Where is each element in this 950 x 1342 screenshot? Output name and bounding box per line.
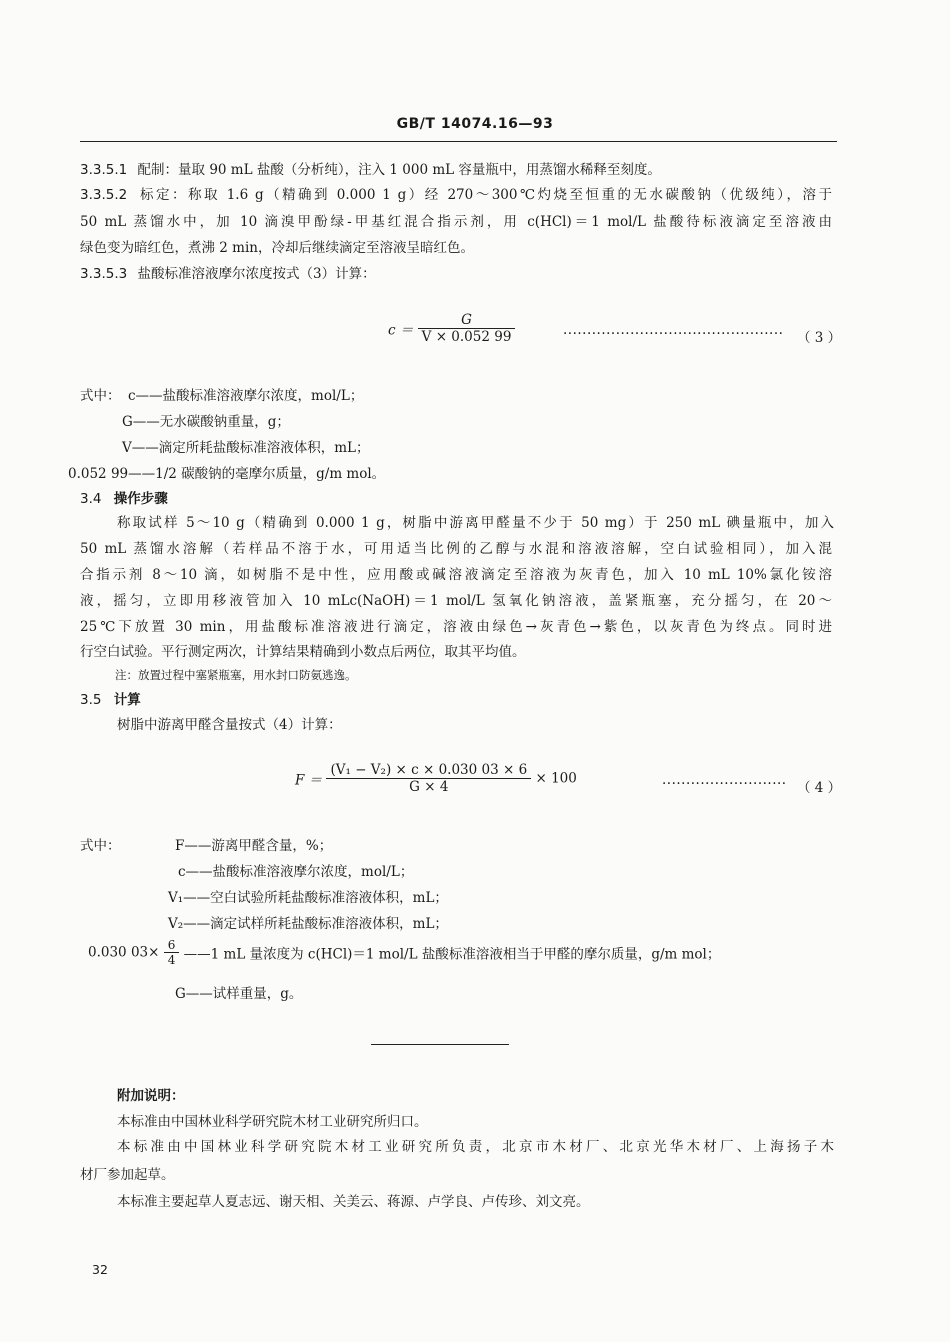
- para-34-line: 行空白试验。平行测定两次，计算结果精确到小数点后两位，取其平均值。: [80, 644, 526, 660]
- where-4-item: c——盐酸标准溶液摩尔浓度，mol/L；: [178, 864, 414, 880]
- para-34-line: 称取试样 5～10 g（精确到 0.000 1 g，树脂中游离甲醛量不少于 50 mg）于 250 mL 碘量瓶中，加入: [117, 515, 834, 531]
- formula-3: [388, 312, 515, 345]
- special-fraction: [164, 938, 180, 967]
- para-3351: [80, 160, 832, 180]
- where-4-item: V₁——空白试验所耗盐酸标准溶液体积，mL；: [168, 890, 448, 906]
- note: 注：放置过程中塞紧瓶塞，用水封口防氨逃逸。: [115, 668, 357, 682]
- formula-denominator: G × 4: [409, 779, 449, 795]
- formula-denominator: V × 0.052 99: [421, 329, 512, 345]
- where-3-item: V——滴定所耗盐酸标准溶液体积，mL；: [122, 440, 370, 456]
- para-34-line: 合指示剂 8～10 滴，如树脂不是中性，应用酸或碱溶液滴定至溶液为灰青色，加入 10 mL 10%氯化铵溶: [80, 567, 832, 583]
- para-35: 树脂中游离甲醛含量按式（4）计算：: [117, 717, 342, 733]
- formula-lhs: c ＝: [388, 322, 414, 339]
- para-3352-line1: [80, 185, 832, 205]
- where-4-item: G——试样重量，g。: [175, 986, 303, 1002]
- para-34-line: 液，摇匀，立即用移液管加入 10 mLc(NaOH)＝1 mol/L 氢氧化钠溶液，盖紧瓶塞，充分摇匀，在 20～: [80, 593, 832, 609]
- where-3-item: 0.052 99——1/2 碳酸钠的毫摩尔质量，g/m mol。: [68, 466, 386, 482]
- para-3352-line2: 50 mL 蒸馏水中，加 10 滴溴甲酚绿-甲基红混合指示剂，用 c(HCl)＝1 mol/L 盐酸待标液滴定至溶液由: [80, 214, 832, 230]
- formula-tail: × 100: [535, 770, 577, 787]
- appendix-para: 本标准由中国林业科学研究院木材工业研究所负责，北京市木材厂、北京光华木材厂、上海扬子木: [117, 1139, 834, 1155]
- formula-lhs: F ＝: [295, 772, 323, 789]
- appendix-para: 本标准由中国林业科学研究院木材工业研究所归口。: [117, 1114, 428, 1130]
- formula-fraction: [418, 312, 516, 345]
- section-text: 标定：称取 1.6 g（精确到 0.000 1 g）经 270～300℃灼烧至恒重的无水碳酸钠（优级纯），溶于: [140, 187, 832, 203]
- special-text: ——1 mL 量浓度为 c(HCl)＝1 mol/L 盐酸标准溶液相当于甲醛的摩尔质量，g/m mol；: [183, 946, 721, 963]
- special-numerator: 6: [164, 938, 180, 953]
- where-3-item: G——无水碳酸钠重量，g；: [122, 414, 290, 430]
- section-number: 3.3.5.3: [80, 266, 128, 282]
- header-rule: [80, 141, 837, 142]
- section-title: 计算: [113, 692, 141, 708]
- where-4-item: V₂——滴定试样所耗盐酸标准溶液体积，mL；: [168, 916, 448, 932]
- appendix-para-cont: 材厂参加起草。: [80, 1167, 175, 1183]
- section-title: 操作步骤: [113, 491, 168, 507]
- section-text: 盐酸标准溶液摩尔浓度按式（3）计算：: [137, 266, 376, 282]
- section-number: 3.3.5.2: [80, 187, 128, 203]
- section-text: 配制：量取 90 mL 盐酸（分析纯），注入 1 000 mL 容量瓶中，用蒸馏水稀释至刻度。: [137, 162, 661, 178]
- formula-3-leader-dots: ··············································: [563, 326, 784, 342]
- where-3-item: c——盐酸标准溶液摩尔浓度，mol/L；: [128, 388, 364, 404]
- section-separator: [371, 1044, 509, 1045]
- formula-4-leader-dots: ··························: [662, 776, 787, 792]
- section-number: 3.4: [80, 491, 102, 507]
- para-3352-line3: 绿色变为暗红色，煮沸 2 min，冷却后继续滴定至溶液呈暗红色。: [80, 240, 474, 256]
- document-id-header: GB/T 14074.16—93: [396, 116, 554, 132]
- where-3-lead: 式中：: [80, 388, 121, 404]
- formula-4: [295, 762, 577, 795]
- section-number: 3.5: [80, 692, 102, 708]
- where-4-item: F——游离甲醛含量，%；: [175, 838, 333, 854]
- formula-numerator: G: [418, 312, 516, 329]
- special-prefix: 0.030 03×: [88, 944, 160, 961]
- para-3353: [80, 264, 832, 284]
- page-number: 32: [92, 1262, 108, 1277]
- para-34-line: 25℃下放置 30 min，用盐酸标准溶液进行滴定，溶液由绿色→灰青色→紫色，以灰青色为终点。同时进: [80, 619, 832, 635]
- section-3-4-heading: [80, 487, 168, 507]
- para-34-line: 50 mL 蒸馏水溶解（若样品不溶于水，可用适当比例的乙醇与水混和溶液溶解，空白试验相同），加入混: [80, 541, 832, 557]
- formula-numerator: (V₁ − V₂) × c × 0.030 03 × 6: [326, 762, 531, 779]
- where-4-lead: 式中：: [80, 838, 121, 854]
- appendix-para: 本标准主要起草人夏志远、谢天相、关美云、蒋源、卢学良、卢传珍、刘文亮。: [117, 1194, 590, 1210]
- where-4-special-item: [88, 938, 720, 967]
- appendix-title: 附加说明：: [117, 1088, 185, 1104]
- special-denominator: 4: [167, 953, 176, 967]
- section-3-5-heading: [80, 688, 141, 708]
- section-number: 3.3.5.1: [80, 162, 128, 178]
- formula-fraction: [326, 762, 531, 795]
- formula-3-label: （ 3 ）: [797, 330, 842, 346]
- formula-4-label: （ 4 ）: [797, 780, 842, 796]
